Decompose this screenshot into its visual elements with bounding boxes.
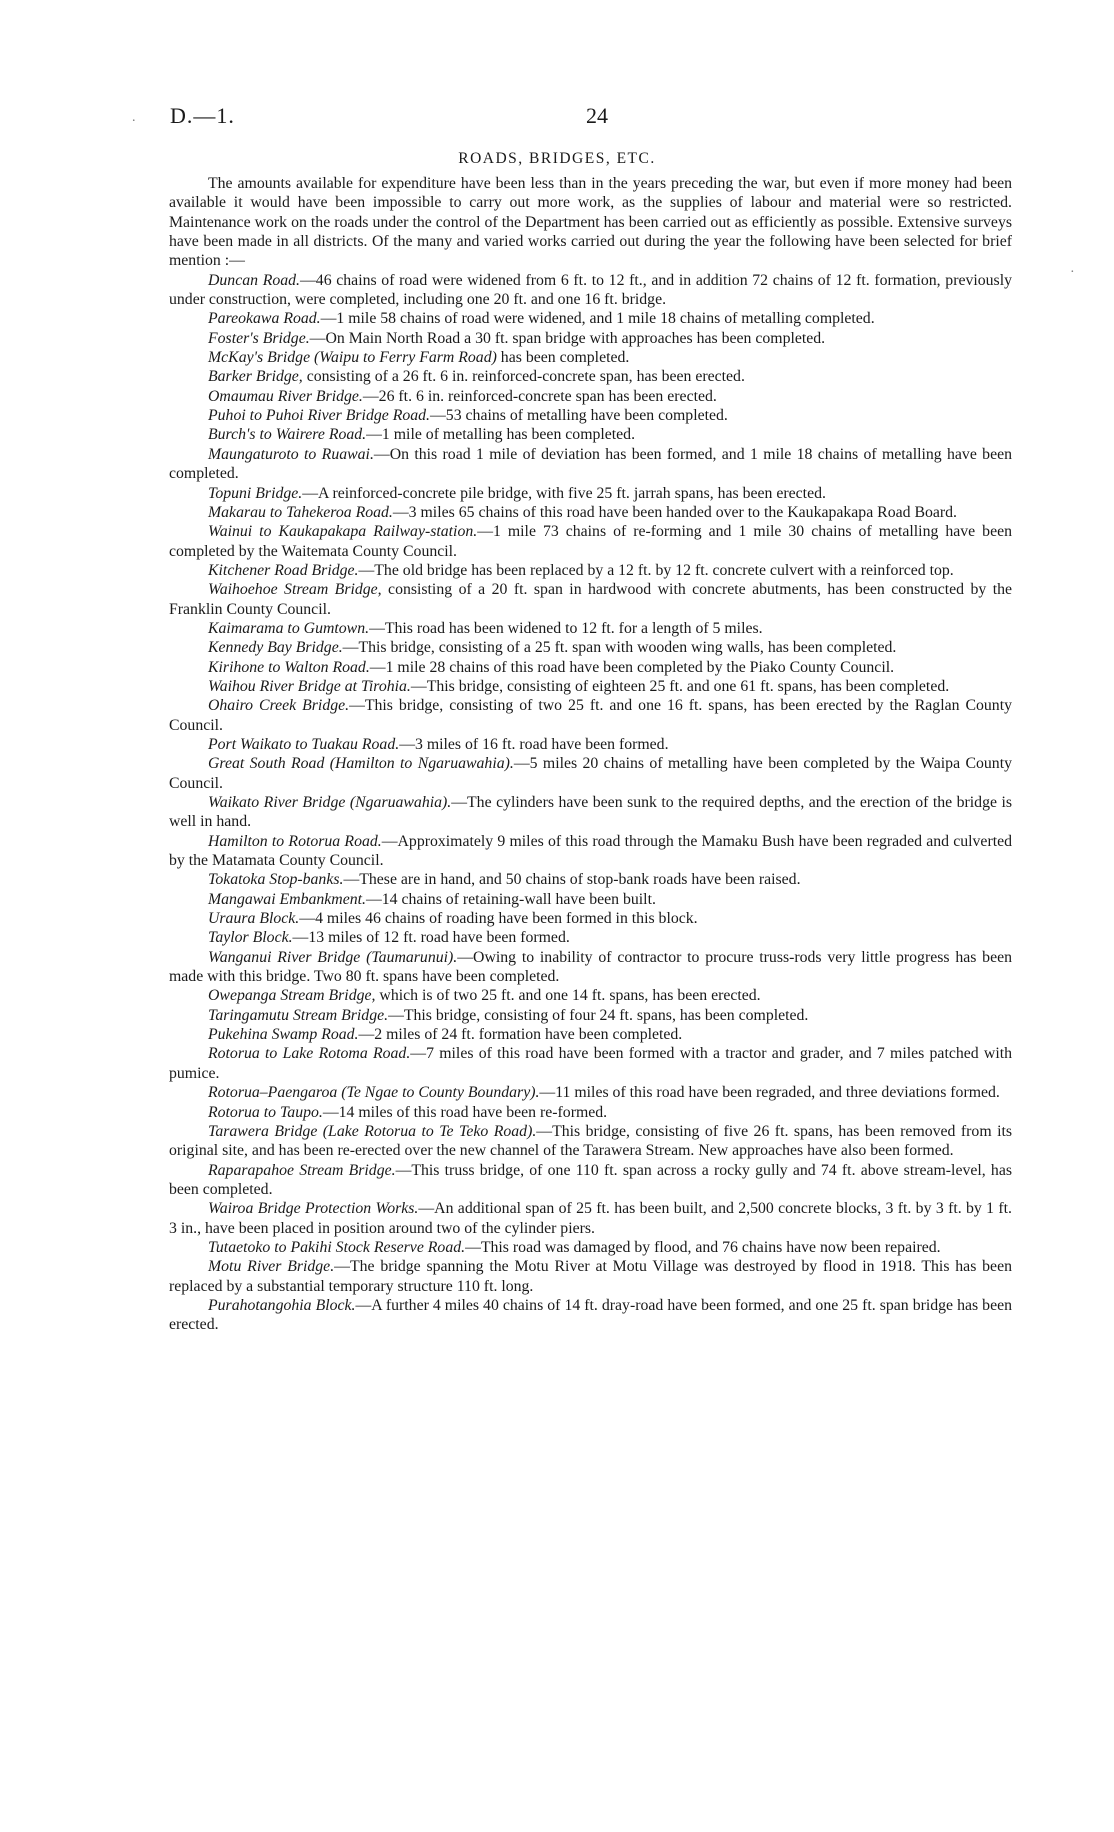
entry-paragraph — [169, 1006, 1012, 1025]
entry-text: —On Main North Road a 30 ft. span bridge with approaches has been completed. — [309, 329, 826, 347]
entry-paragraph — [169, 928, 1012, 947]
entry-text: —Approximately 9 miles of this road through the Mamaku Bush have been regraded and culverted by the Matamata County Council. — [169, 832, 1013, 870]
entry-paragraph — [169, 329, 1012, 348]
entry-title: Purahotangohia Block. — [208, 1296, 356, 1314]
entry-paragraph — [169, 1199, 1012, 1238]
entry-text: —4 miles 46 chains of roading have been formed in this block. — [299, 910, 698, 928]
entry-paragraph — [169, 1103, 1012, 1122]
entry-title: Tutaetoko to Pakihi Stock Reserve Road. — [208, 1238, 466, 1256]
entry-title: Pukehina Swamp Road. — [208, 1026, 359, 1044]
intro-paragraph: The amounts available for expenditure have been less than in the years preceding the war, but even if more money had been available it would have been impossible to carry out more work, as the supplies of labour and material were so restricted. Maintenance work on the roads under the control of the Department has been carried out as efficiently as possible. Extensive surveys have been made in all districts. Of the many and varied works carried out during the year the following have been selected for brief mention :— — [169, 175, 1012, 270]
page-number: 24 — [586, 103, 608, 128]
entry-paragraph — [169, 735, 1012, 754]
entry-text: —53 chains of metalling have been completed. — [430, 407, 728, 425]
entry-title: McKay's Bridge (Waipu to Ferry Farm Road) — [208, 349, 497, 367]
entry-title: Burch's to Wairere Road. — [208, 426, 367, 444]
entry-paragraph — [169, 832, 1012, 871]
entry-title: Mangawai Embankment. — [208, 890, 366, 908]
entry-text: —2 miles of 24 ft. formation have been completed. — [358, 1026, 683, 1044]
entry-title: Wanganui River Bridge (Taumarunui). — [208, 948, 458, 966]
entry-title: Pareokawa Road. — [208, 310, 321, 328]
entry-title: Kaimarama to Gumtown. — [208, 619, 370, 637]
entry-paragraph — [169, 271, 1012, 310]
entry-paragraph — [169, 484, 1012, 503]
entry-paragraph — [169, 1122, 1012, 1161]
entry-title: Makarau to Tahekeroa Road. — [208, 503, 393, 521]
entry-text: —The old bridge has been replaced by a 12 ft. by 12 ft. concrete culvert with a reinforced top. — [358, 561, 954, 579]
entry-title: Topuni Bridge. — [208, 484, 303, 502]
entry-paragraph — [169, 677, 1012, 696]
entry-title: Puhoi to Puhoi River Bridge Road. — [208, 407, 430, 425]
entry-text: —3 miles 65 chains of this road have been handed over to the Kaukapakapa Road Board. — [392, 503, 958, 521]
entry-text: —The cylinders have been sunk to the required depths, and the erection of the bridge is well in hand. — [169, 794, 1012, 831]
entry-title: Foster's Bridge. — [208, 329, 310, 347]
entry-paragraph — [169, 1161, 1012, 1200]
entry-paragraph — [169, 387, 1012, 406]
margin-dot: · — [1070, 265, 1075, 280]
entry-paragraph — [169, 522, 1012, 561]
entry-title: Port Waikato to Tuakau Road. — [208, 735, 400, 753]
entry-text: —A reinforced-concrete pile bridge, with five 25 ft. jarrah spans, has been erected. — [302, 484, 826, 502]
entry-title: Tarawera Bridge (Lake Rotorua to Te Teko Road). — [208, 1122, 537, 1140]
entry-paragraph — [169, 793, 1012, 832]
entry-title: Waikato River Bridge (Ngaruawahia). — [208, 794, 452, 811]
entry-paragraph — [169, 1025, 1012, 1044]
entry-paragraph — [169, 580, 1012, 619]
entry-paragraph — [169, 754, 1012, 793]
entry-text: —This bridge, consisting of five 26 ft. spans, has been removed from its original site, and has been re-erected over the new channel of the Tarawera Stream. New approaches have also been formed. — [169, 1122, 1012, 1160]
entry-title: Kirihone to Walton Road. — [208, 658, 370, 676]
entry-text: —This bridge, consisting of eighteen 25 ft. and one 61 ft. spans, has been completed. — [410, 677, 950, 695]
entry-text: —1 mile 73 chains of re-forming and 1 mile 30 chains of metalling have been completed by the Waitemata County Council. — [169, 523, 1012, 560]
entry-paragraph — [169, 445, 1012, 484]
entry-text: —An additional span of 25 ft. has been built, and 2,500 concrete blocks, 3 ft. by 3 ft. by 1 ft. 3 in., have been placed in position around two of the cylinder piers. — [169, 1200, 1013, 1237]
entry-paragraph — [169, 1296, 1012, 1335]
entry-paragraph — [169, 986, 1012, 1005]
entry-paragraph — [169, 1083, 1012, 1102]
entry-title: Waihoehoe Stream Bridge, — [208, 581, 382, 599]
margin-dot: . — [132, 110, 136, 125]
entry-title: Tokatoka Stop-banks. — [208, 871, 344, 889]
entry-paragraph — [169, 1044, 1012, 1083]
entry-paragraph — [169, 348, 1012, 367]
entry-text: has been completed. — [496, 349, 630, 367]
entry-title: Raparapahoe Stream Bridge. — [208, 1161, 396, 1179]
entry-paragraph — [169, 870, 1012, 889]
entry-paragraph — [169, 1238, 1012, 1257]
entry-paragraph — [169, 406, 1012, 425]
entry-paragraph — [169, 1257, 1012, 1296]
entry-title: Omaumau River Bridge. — [208, 387, 363, 405]
entry-title: Barker Bridge, — [208, 368, 303, 386]
entry-text: —This bridge, consisting of two 25 ft. and one 16 ft. spans, has been erected by the Raglan County Council. — [169, 697, 1012, 734]
body-text — [169, 174, 1012, 1335]
document-reference: D.—1. — [170, 103, 235, 128]
entry-title: Duncan Road. — [208, 271, 300, 289]
entry-text: —On this road 1 mile of deviation has been formed, and 1 mile 18 chains of metalling have been completed. — [169, 445, 1013, 483]
entry-text: —3 miles of 16 ft. road have been formed. — [399, 735, 669, 753]
section-title: ROADS, BRIDGES, ETC. — [458, 150, 656, 167]
entry-title: Hamilton to Rotorua Road. — [208, 832, 382, 850]
entry-paragraph — [169, 696, 1012, 735]
entry-title: Rotorua to Taupo. — [208, 1103, 323, 1121]
entries-list — [169, 271, 1012, 1335]
entry-paragraph — [169, 561, 1012, 580]
entry-text: —1 mile 58 chains of road were widened, and 1 mile 18 chains of metalling completed. — [320, 310, 875, 328]
entry-paragraph — [169, 909, 1012, 928]
entry-text: —Owing to inability of contractor to procure truss-rods very little progress has been made with this bridge. Two 80 ft. spans have been completed. — [169, 948, 1012, 986]
entry-title: Owepanga Stream Bridge, — [208, 987, 376, 1005]
entry-text: which is of two 25 ft. and one 14 ft. spans, has been erected. — [375, 987, 761, 1005]
entry-text: consisting of a 26 ft. 6 in. reinforced-concrete span, has been erected. — [302, 368, 745, 386]
entry-paragraph — [169, 890, 1012, 909]
entry-title: Rotorua–Paengaroa (Te Ngae to County Boundary). — [208, 1084, 540, 1102]
entry-title: Rotorua to Lake Rotoma Road. — [208, 1045, 411, 1063]
entry-title: Kitchener Road Bridge. — [208, 561, 359, 579]
entry-text: consisting of a 20 ft. span in hardwood with concrete abutments, has been constructed by the Franklin County Council. — [169, 581, 1012, 618]
entry-text: —11 miles of this road have been regraded, and three deviations formed. — [539, 1084, 1000, 1102]
entry-title: Maungaturoto to Ruawai. — [208, 445, 374, 463]
entry-paragraph — [169, 638, 1012, 657]
entry-title: Ohairo Creek Bridge. — [208, 697, 350, 715]
entry-title: Great South Road (Hamilton to Ngaruawahia). — [208, 755, 514, 773]
entry-text: —These are in hand, and 50 chains of stop-bank roads have been raised. — [343, 871, 801, 889]
entry-title: Waihou River Bridge at Tirohia. — [208, 677, 411, 695]
entry-title: Uraura Block. — [208, 910, 300, 928]
entry-text: —1 mile of metalling has been completed. — [366, 426, 636, 444]
entry-text: —This bridge, consisting of four 24 ft. spans, has been completed. — [388, 1006, 809, 1024]
entry-title: Taringamutu Stream Bridge. — [208, 1006, 389, 1024]
entry-paragraph — [169, 948, 1012, 987]
entry-text: —A further 4 miles 40 chains of 14 ft. dray-road have been formed, and one 25 ft. span bridge has been erected. — [169, 1296, 1012, 1334]
entry-text: —This road has been widened to 12 ft. for a length of 5 miles. — [369, 619, 763, 637]
entry-text: —14 chains of retaining-wall have been built. — [365, 890, 656, 908]
entry-paragraph — [169, 658, 1012, 677]
entry-paragraph — [169, 309, 1012, 328]
entry-text: —This road was damaged by flood, and 76 chains have now been repaired. — [465, 1238, 941, 1256]
entry-paragraph — [169, 367, 1012, 386]
entry-text: —The bridge spanning the Motu River at Motu Village was destroyed by flood in 1918. This has been replaced by a substantial temporary structure 110 ft. long. — [169, 1258, 1012, 1295]
entry-text: —14 miles of this road have been re-formed. — [322, 1103, 608, 1121]
entry-text: —46 chains of road were widened from 6 ft. to 12 ft., and in addition 72 chains of 12 ft. formation, previously under construction, were completed, including one 20 ft. and one 16 ft. bridge. — [169, 271, 1012, 309]
entry-text: —13 miles of 12 ft. road have been formed. — [292, 929, 570, 947]
entry-title: Wairoa Bridge Protection Works. — [208, 1200, 419, 1218]
entry-paragraph — [169, 619, 1012, 638]
entry-title: Wainui to Kaukapakapa Railway-station. — [208, 523, 478, 541]
entry-text: —1 mile 28 chains of this road have been completed by the Piako County Council. — [369, 658, 895, 676]
entry-title: Motu River Bridge. — [208, 1258, 335, 1276]
entry-paragraph — [169, 503, 1012, 522]
entry-title: Taylor Block. — [208, 929, 293, 947]
entry-text: —This truss bridge, of one 110 ft. span across a rocky gully and 74 ft. above stream-level, has been completed. — [169, 1161, 1012, 1198]
entry-title: Kennedy Bay Bridge. — [208, 639, 343, 657]
entry-text: —This bridge, consisting of a 25 ft. span with wooden wing walls, has been completed. — [342, 639, 897, 657]
entry-paragraph — [169, 425, 1012, 444]
entry-text: —7 miles of this road have been formed with a tractor and grader, and 7 miles patched with pumice. — [169, 1045, 1013, 1082]
entry-text: —26 ft. 6 in. reinforced-concrete span has been erected. — [362, 387, 717, 405]
entry-text: —5 miles 20 chains of metalling have been completed by the Waipa County Council. — [169, 755, 1012, 792]
